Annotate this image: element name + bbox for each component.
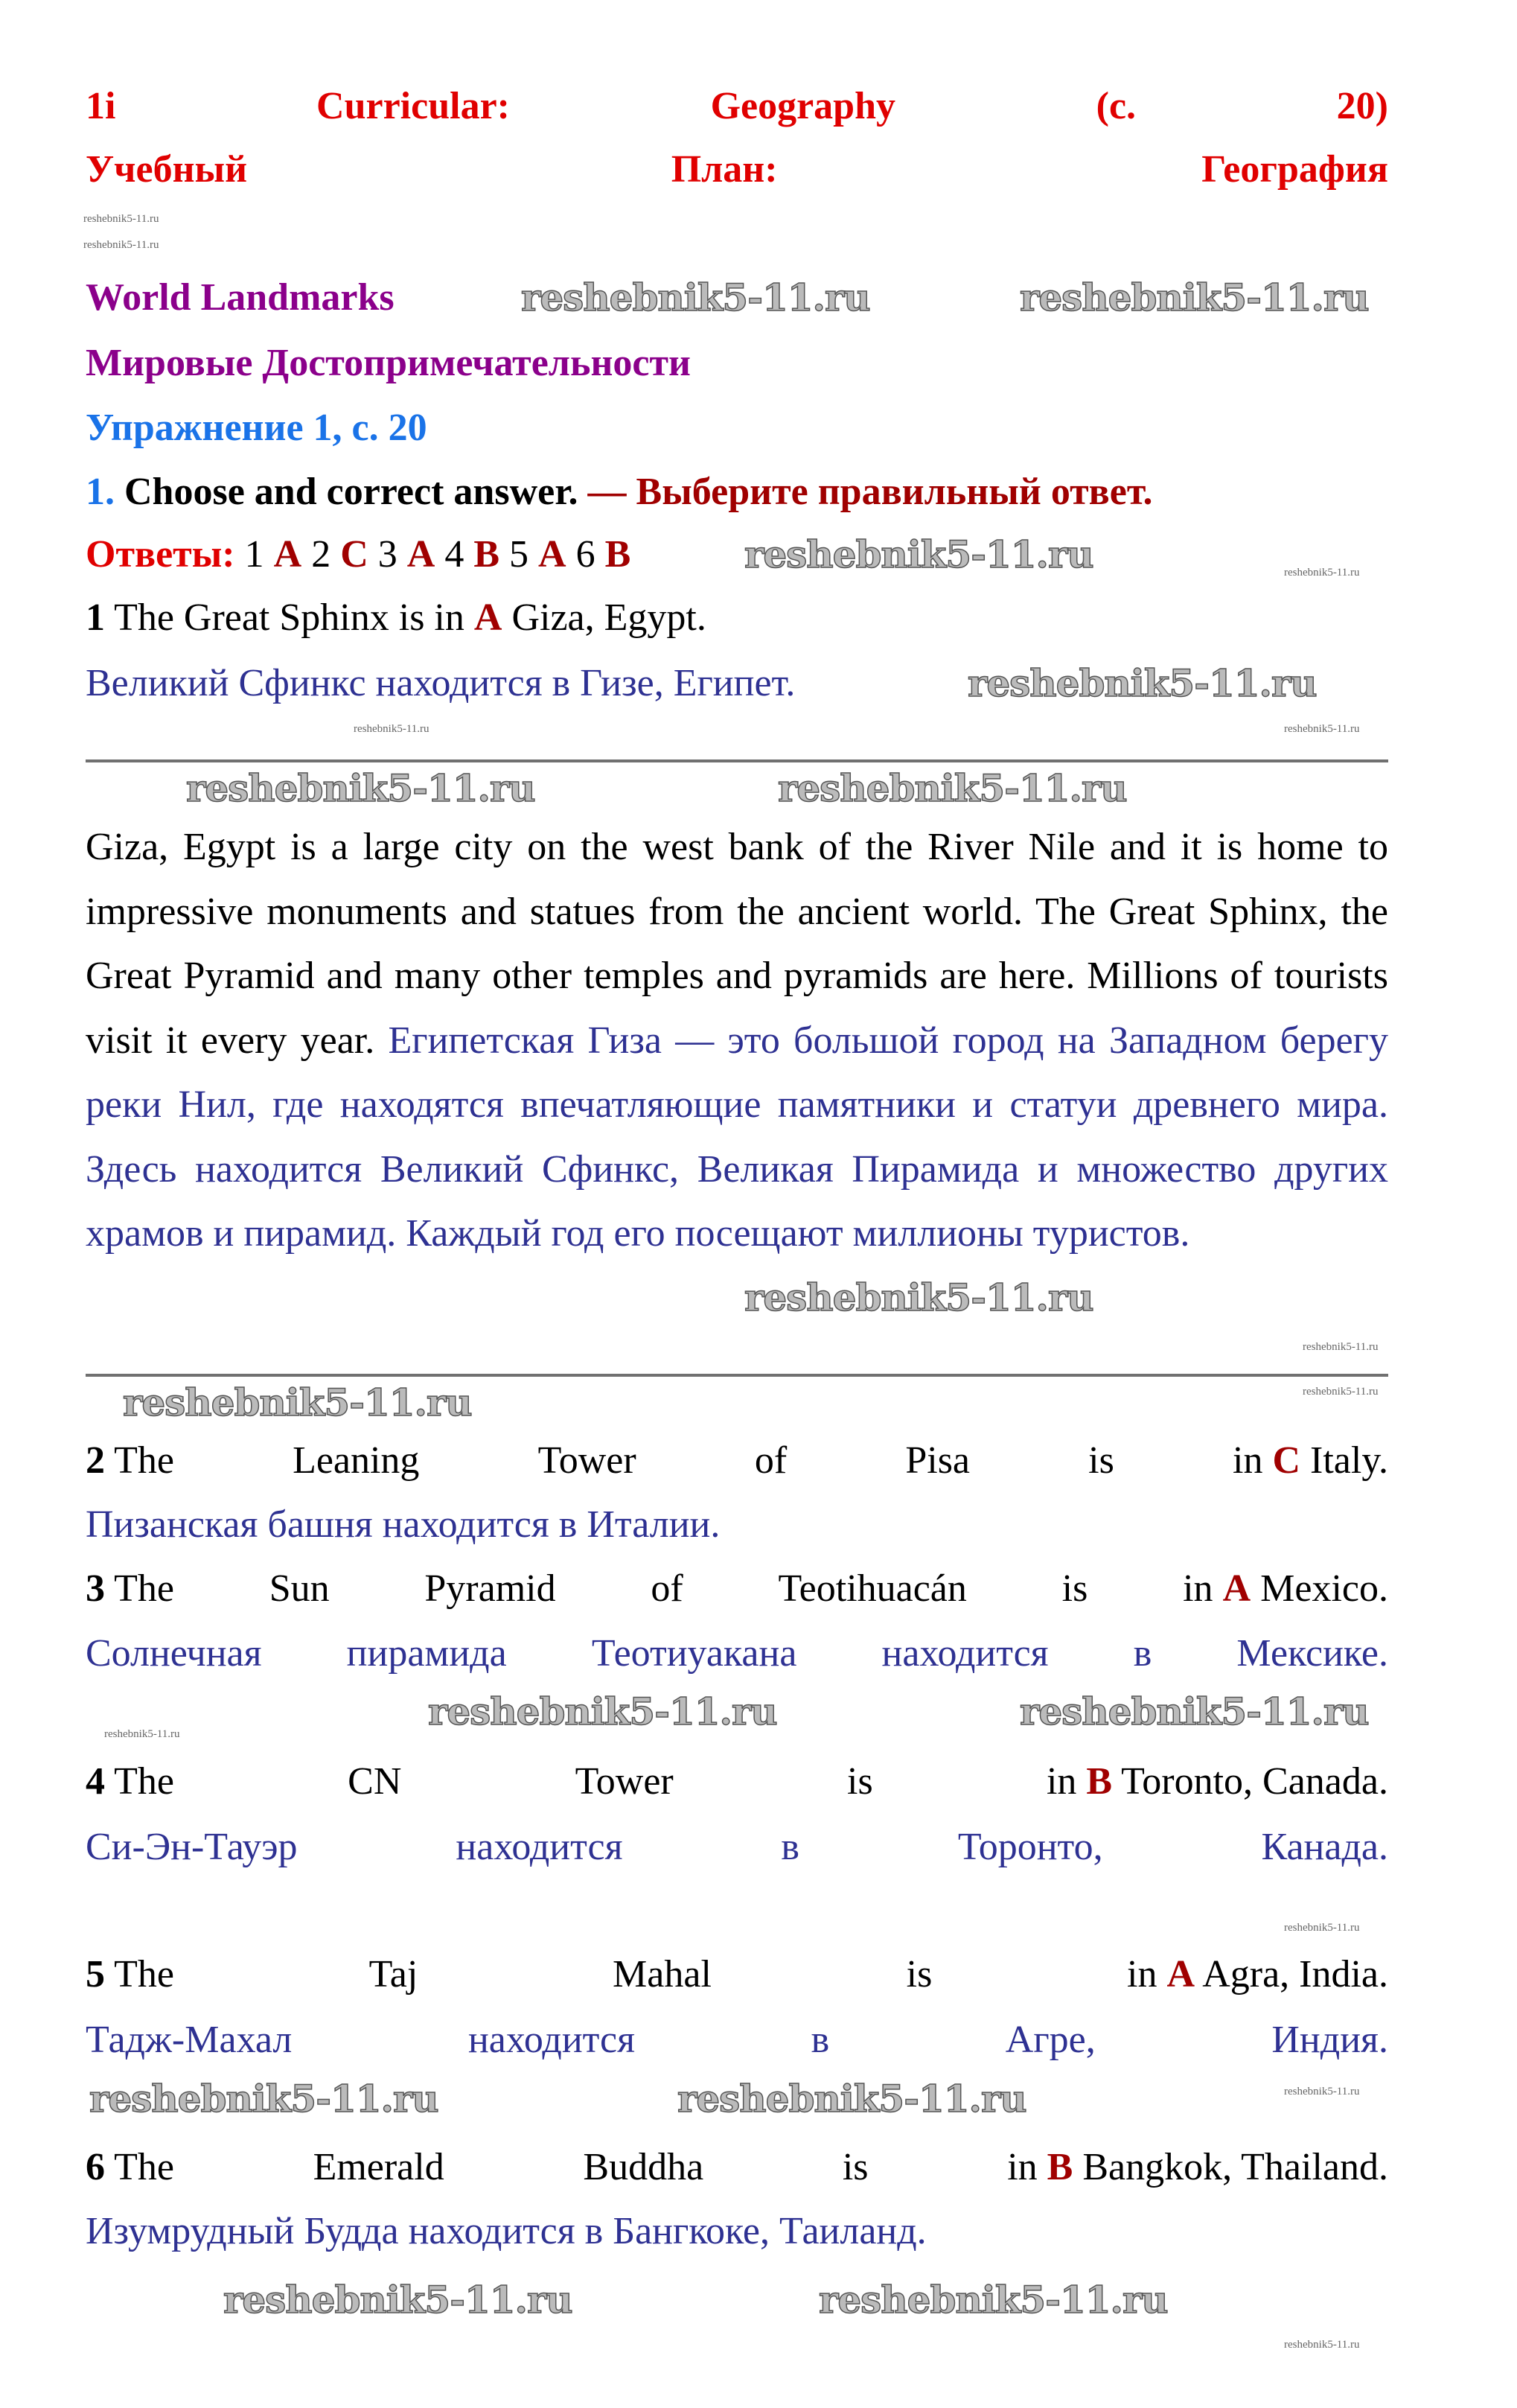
watermark-logo: reshebnik5-11.ru [968, 661, 1317, 705]
question-line [86, 1557, 1388, 1621]
question-translation: Пизанская башня находится в Италии. [86, 1503, 721, 1546]
question-start [86, 1750, 174, 1814]
answer-number: 6 [575, 533, 595, 576]
header-word: Geography [710, 85, 896, 127]
question-word: The [114, 1953, 174, 1995]
question-start [86, 1557, 174, 1621]
header-word: Curricular: [316, 85, 510, 127]
question-number: 3 [86, 1567, 105, 1610]
paragraph-en: Giza, Egypt is a large city on the west bank of the River Nile and it is home to impressive monuments and statues from the ancient world. The Great Sphinx, the Great Pyramid and many other temples and pyramids are here. Millions of tourists visit it every year. [86, 826, 1388, 1062]
q1-number: 1 [86, 596, 105, 639]
q1-translation: Великий Сфинкс находится в Гизе, Египет. [86, 662, 796, 704]
watermark-small: reshebnik5-11.ru [83, 239, 159, 251]
question-line [86, 2135, 1388, 2200]
title-en: World Landmarks [86, 276, 395, 319]
watermark-small: reshebnik5-11.ru [1284, 2086, 1360, 2098]
question-word: is [847, 1760, 873, 1803]
watermark-logo: reshebnik5-11.ru [428, 1689, 777, 1733]
question-word: Buddha [583, 2146, 704, 2188]
translation-word: Канада. [1261, 1826, 1388, 1868]
watermark-logo: reshebnik5-11.ru [223, 2278, 572, 2322]
task-number: 1. [86, 471, 115, 513]
question-word: Leaning [293, 1439, 420, 1482]
exercise-heading: Упражнение 1, с. 20 [86, 407, 427, 449]
question-word: Emerald [313, 2146, 444, 2188]
task-en: Choose and correct answer. [124, 471, 578, 513]
question-word: is [906, 1953, 933, 1995]
question-word: The [114, 2146, 174, 2188]
watermark-small: reshebnik5-11.ru [1284, 2339, 1360, 2351]
question-answer [1127, 1943, 1388, 2007]
translation-word: Си-Эн-Тауэр [86, 1826, 298, 1868]
question-word: Tower [537, 1439, 636, 1482]
question-number: 2 [86, 1439, 105, 1482]
divider [86, 1374, 1388, 1377]
question-translation [86, 1815, 1388, 1879]
answer-letter: C [340, 533, 368, 576]
question-word: Pyramid [424, 1567, 556, 1610]
header-word: Учебный [86, 148, 248, 191]
translation-word: Солнечная [86, 1632, 262, 1675]
question-word: in [1046, 1760, 1077, 1803]
translation-word: Теотиуакана [591, 1632, 797, 1675]
watermark-small: reshebnik5-11.ru [104, 1728, 180, 1740]
answer-letter: A [406, 533, 435, 576]
answer-letter: B [1086, 1760, 1113, 1803]
watermark-logo: reshebnik5-11.ru [89, 2077, 438, 2121]
question-word: in [1127, 1953, 1157, 1995]
watermark-small: reshebnik5-11.ru [1303, 1386, 1379, 1398]
task-line [86, 460, 1388, 524]
question-answer [1007, 2135, 1388, 2200]
translation-word: в [811, 2019, 830, 2061]
translation-word: пирамида [346, 1632, 507, 1675]
question-word: Pisa [905, 1439, 971, 1482]
header-word: География [1201, 148, 1388, 191]
watermark-logo: reshebnik5-11.ru [677, 2077, 1026, 2121]
paragraph-ru: Египетская Гиза — это большой город на Западном берегу реки Нил, где находятся впечатляющие памятники и статуи древнего мира. Здесь находится Великий Сфинкс, Великая Пирамида и множество других храмов и пирамид. Каждый год его посещают миллионы туристов. [86, 1019, 1389, 1255]
question-answer [1233, 1429, 1388, 1493]
translation-word: Агре, [1005, 2019, 1096, 2061]
question-word: Tower [575, 1760, 674, 1803]
answer-letter: B [1047, 2146, 1073, 2188]
question-word: The [114, 1439, 174, 1482]
q1-text: The Great Sphinx is in [114, 596, 464, 639]
answer-letter: A [273, 533, 302, 576]
question-word: in [1183, 1567, 1213, 1610]
answer-letter: B [604, 533, 631, 576]
question-place: Mexico. [1260, 1567, 1388, 1610]
question-translation [86, 2008, 1388, 2072]
task-ru: — Выберите правильный ответ. [587, 471, 1153, 513]
question-translation: Изумрудный Будда находится в Бангкоке, Таиланд. [86, 2210, 927, 2252]
answer-letter: B [473, 533, 499, 576]
question-number: 5 [86, 1953, 105, 1995]
translation-word: находится [881, 1632, 1049, 1675]
translation-word: Индия. [1271, 2019, 1388, 2061]
answer-number: 3 [377, 533, 397, 576]
question-line [86, 1429, 1388, 1493]
watermark-small: reshebnik5-11.ru [83, 213, 159, 225]
answer-letter: A [1166, 1953, 1195, 1995]
question-word: in [1233, 1439, 1263, 1482]
question-line [86, 1943, 1388, 2007]
watermark-logo: reshebnik5-11.ru [744, 1275, 1093, 1319]
answer-letter: C [1272, 1439, 1301, 1482]
watermark-small: reshebnik5-11.ru [1284, 1922, 1360, 1934]
question-word: Mahal [613, 1953, 712, 1995]
watermark-logo: reshebnik5-11.ru [819, 2278, 1168, 2322]
answer-number: 5 [509, 533, 528, 576]
question-word: The [114, 1567, 174, 1610]
question-start [86, 1943, 174, 2007]
answer-letter: A [538, 533, 566, 576]
translation-word: находится [467, 2019, 636, 2061]
info-paragraph [86, 815, 1388, 1267]
header-word: 1i [86, 85, 116, 127]
q1-place: Giza, Egypt. [511, 596, 706, 639]
question-word: is [842, 2146, 869, 2188]
question-place: Agra, India. [1202, 1953, 1388, 1995]
question-place: Italy. [1310, 1439, 1388, 1482]
answer-number: 2 [311, 533, 331, 576]
watermark-logo: reshebnik5-11.ru [123, 1380, 472, 1424]
question-word: in [1007, 2146, 1038, 2188]
question-word: Taj [368, 1953, 418, 1995]
question-word: of [754, 1439, 788, 1482]
question-word: of [651, 1567, 683, 1610]
header-word: 20) [1336, 85, 1388, 127]
translation-word: в [781, 1826, 799, 1868]
watermark-logo: reshebnik5-11.ru [744, 532, 1093, 576]
watermark-small: reshebnik5-11.ru [1284, 723, 1360, 735]
watermark-logo: reshebnik5-11.ru [521, 275, 870, 319]
q1-line [86, 586, 1388, 650]
answer-number: 4 [444, 533, 464, 576]
title-ru: Мировые Достопримечательности [86, 342, 692, 384]
watermark-logo: reshebnik5-11.ru [1020, 275, 1369, 319]
question-number: 6 [86, 2146, 105, 2188]
translation-word: находится [456, 1826, 623, 1868]
watermark-small: reshebnik5-11.ru [354, 723, 429, 735]
divider [86, 759, 1388, 762]
question-translation [86, 1622, 1388, 1686]
question-answer [1047, 1750, 1388, 1814]
watermark-small: reshebnik5-11.ru [1303, 1341, 1379, 1353]
header-row-ru [86, 138, 1388, 202]
watermark-logo: reshebnik5-11.ru [186, 766, 535, 810]
translation-word: Торонто, [957, 1826, 1103, 1868]
question-word: CN [348, 1760, 402, 1803]
question-word: is [1061, 1567, 1088, 1610]
header-word: План: [671, 148, 778, 191]
question-number: 4 [86, 1760, 105, 1803]
question-start [86, 2135, 174, 2200]
question-start [86, 1429, 174, 1493]
header-row-en [86, 74, 1388, 138]
question-word: Teotihuacán [778, 1567, 967, 1610]
answers-label: Ответы: [86, 533, 235, 576]
question-place: Toronto, Canada. [1121, 1760, 1388, 1803]
watermark-logo: reshebnik5-11.ru [1020, 1689, 1369, 1733]
question-word: The [114, 1760, 174, 1803]
question-word: is [1088, 1439, 1114, 1482]
watermark-logo: reshebnik5-11.ru [778, 766, 1127, 810]
answer-letter: A [1222, 1567, 1251, 1610]
question-answer [1183, 1557, 1388, 1621]
question-line [86, 1750, 1388, 1814]
answer-number: 1 [244, 533, 264, 576]
question-place: Bangkok, Thailand. [1082, 2146, 1388, 2188]
header-word: (c. [1096, 85, 1137, 127]
translation-word: Мексике. [1236, 1632, 1388, 1675]
translation-word: Тадж-Махал [86, 2019, 293, 2061]
translation-word: в [1133, 1632, 1152, 1675]
q1-answer: A [473, 596, 502, 639]
answers-line [86, 523, 630, 587]
question-word: Sun [269, 1567, 330, 1610]
watermark-small: reshebnik5-11.ru [1284, 567, 1360, 579]
